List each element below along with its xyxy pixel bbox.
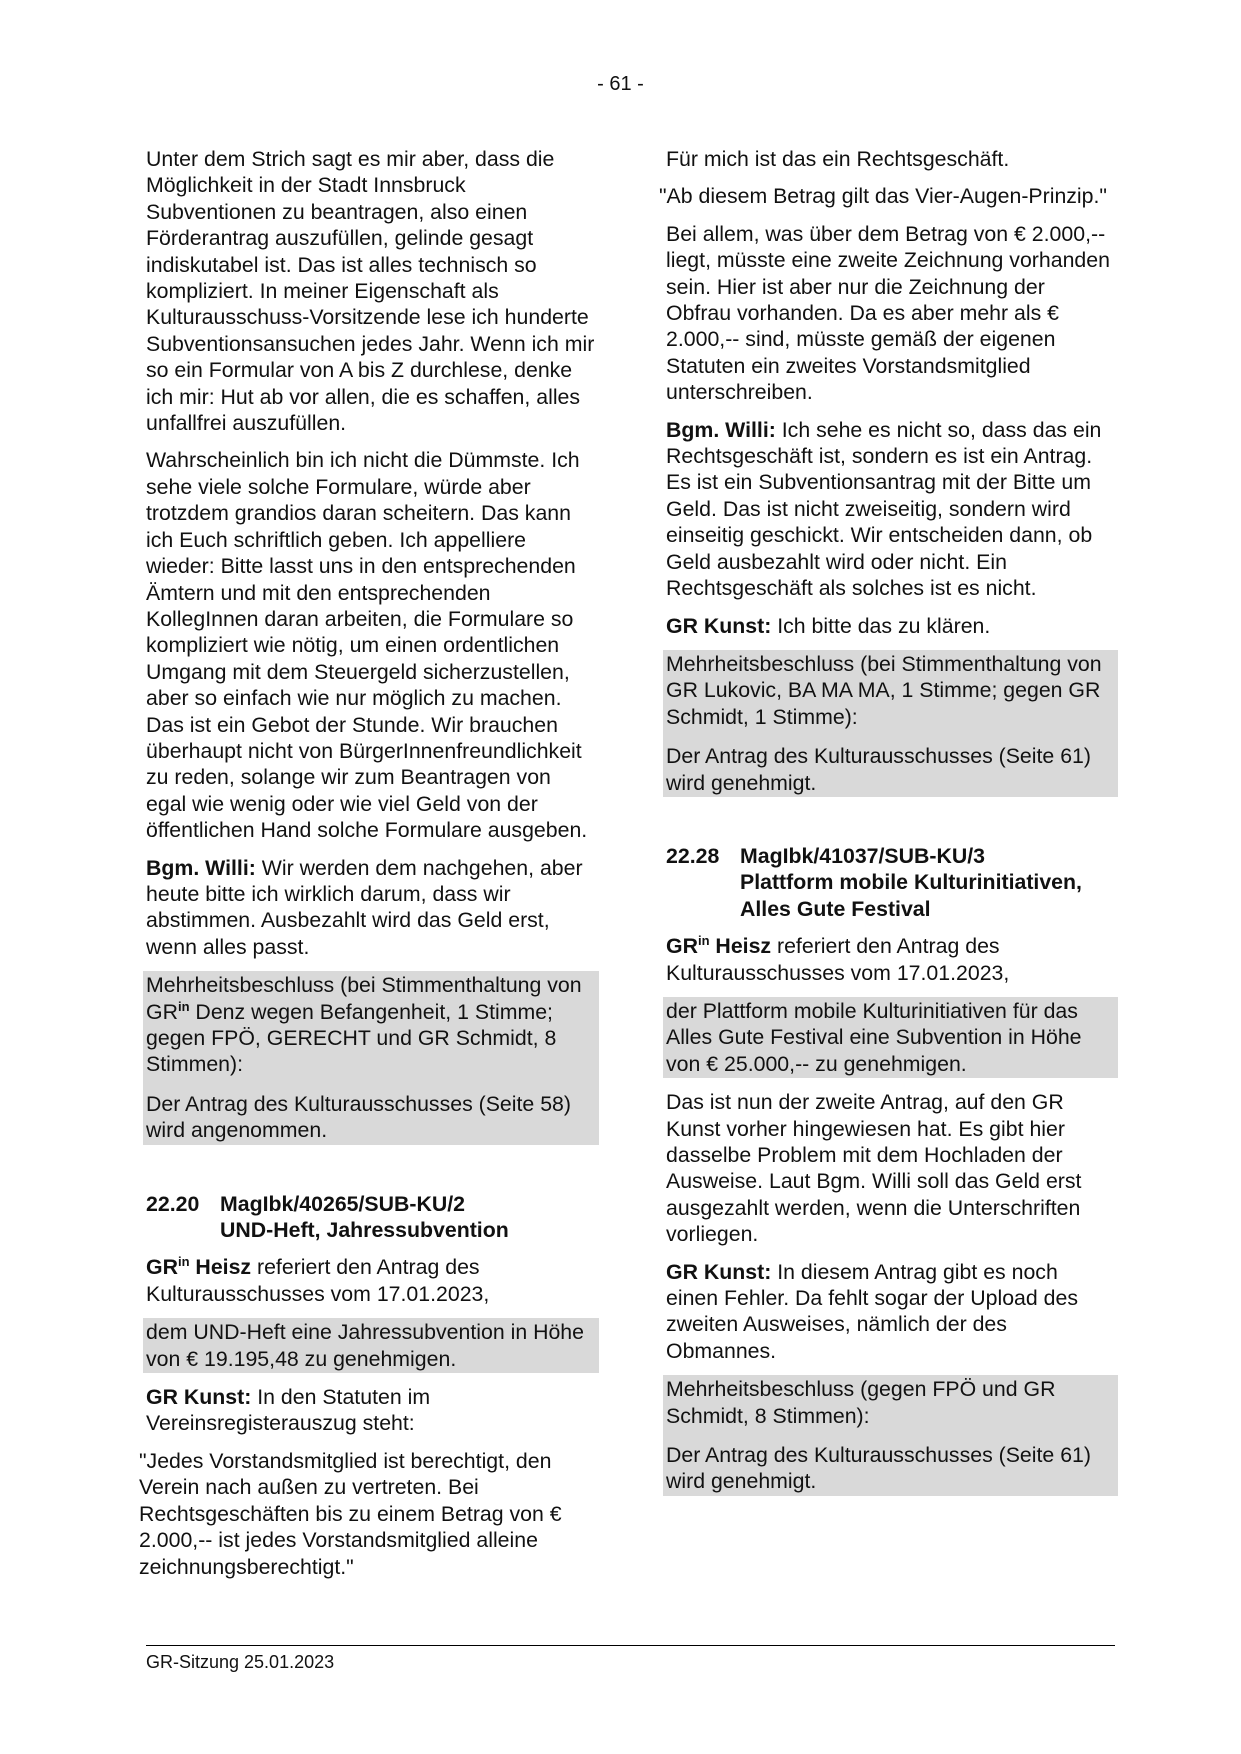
speaker-name: GR Kunst:	[146, 1385, 252, 1410]
section-code: MagIbk/41037/SUB-KU/3	[740, 843, 985, 868]
speech-text: Ich sehe es nicht so, dass das ein Rechtsgeschäft ist, sondern es ist ein Antrag. Es ist ein Subventionsantrag mit der Bitte um Geld. Das ist nicht zweiseitig, sondern wird einseitig geschickt. Wir entscheiden dann, ob Geld ausbezahlt wird oder nicht. Ein Rechtsgeschäft als solches ist es nicht.	[666, 417, 1102, 601]
quote-paragraph: "Ab diesem Betrag gilt das Vier-Augen-Prinzip."	[659, 184, 1107, 209]
paragraph: Das ist nun der zweite Antrag, auf den GR Kunst vorher hingewiesen hat. Es gibt hier dasselbe Problem mit dem Hochladen der Ausweise. Laut Bgm. Willi soll das Geld erst ausgezahlt werden, wenn die Unterschriften vorliegen.	[666, 1090, 1082, 1247]
speaker-name: Bgm. Willi:	[666, 417, 776, 442]
speech-text: Wir werden dem nachgehen, aber heute bitte ich wirklich darum, dass wir abstimmen. Ausbezahlt wird das Geld erst, wenn alles passt.	[146, 855, 583, 959]
paragraph: Für mich ist das ein Rechtsgeschäft.	[666, 147, 1010, 171]
section-number: 22.28	[666, 843, 720, 868]
speech-text: Ich bitte das zu klären.	[771, 613, 991, 638]
speaker-name: GR Kunst:	[666, 1259, 772, 1284]
vote-result: Der Antrag des Kulturausschusses (Seite 61) wird genehmigt.	[666, 1443, 1091, 1494]
speaker-name: Bgm. Willi:	[146, 855, 256, 880]
vote-text: Mehrheitsbeschluss (gegen FPÖ und GR Schmidt, 8 Stimmen):	[666, 1377, 1056, 1428]
speech-paragraph	[666, 613, 1115, 639]
vote-result: Der Antrag des Kulturausschusses (Seite 58) wird angenommen.	[146, 1091, 571, 1143]
referral-paragraph: $GR^{in}$ Heisz referiert den Antrag des Kulturausschusses vom 17.01.2023,	[666, 933, 1010, 985]
right-column	[659, 146, 1115, 1496]
paragraph: Unter dem Strich sagt es mir aber, dass die Möglichkeit in der Stadt Innsbruck Subventionen zu beantragen, also einen Förderantrag auszufüllen, gelinde gesagt indiskutabel ist. Das ist alles technisch so kompliziert. In meiner Eigenschaft als Kulturausschuss-Vorsitzende lese ich hunderte Subventionsansuchen jedes Jahr. Wenn ich mir so ein Formular von A bis Z durchlese, denke ich mir: Hut ab vor allen, die es schaffen, alles unfallfrei auszufüllen.	[146, 147, 595, 436]
page-number: - 61 -	[597, 73, 644, 95]
section-title: UND-Heft, Jahressubvention	[220, 1218, 509, 1243]
speaker-name: GR Kunst:	[666, 613, 772, 638]
vote-result: Der Antrag des Kulturausschusses (Seite 61) wird genehmigt.	[666, 744, 1091, 795]
speech-paragraph	[146, 855, 596, 961]
motion-block	[143, 1318, 599, 1373]
paragraph: Bei allem, was über dem Betrag von € 2.000,-- liegt, müsste eine zweite Zeichnung vorhanden sein. Hier ist aber nur die Zeichnung der Obfrau vorhanden. Da es aber mehr als € 2.000,-- sind, müsste gemäß der eigenen Statuten ein zweites Vorstandsmitglied unterschreiben.	[666, 221, 1110, 405]
quote-paragraph: "Jedes Vorstandsmitglied ist berechtigt, den Verein nach außen zu vertreten. Bei Rechtsgeschäften bis zu einem Betrag von € 2.000,-- ist jedes Vorstandsmitglied alleine zeichnungsberechtigt."	[139, 1448, 562, 1579]
motion-text: der Plattform mobile Kulturinitiativen für das Alles Gute Festival eine Subvention in Höhe von € 25.000,-- zu genehmigen.	[666, 998, 1082, 1076]
section-title: Plattform mobile Kulturinitiativen, Alles Gute Festival	[740, 870, 1082, 921]
vote-text: Mehrheitsbeschluss (bei Stimmenthaltung von $GR^{in}$ Denz wegen Befangenheit, 1 Stimme; gegen FPÖ, GERECHT und GR Schmidt, 8 Stimmen):	[146, 973, 582, 1077]
section-heading	[146, 1191, 596, 1217]
vote-text: Mehrheitsbeschluss (bei Stimmenthaltung von GR Lukovic, BA MA MA, 1 Stimme; gegen GR Schmidt, 1 Stimme):	[666, 651, 1102, 729]
speech-paragraph	[666, 1259, 1115, 1365]
speech-paragraph	[666, 417, 1115, 602]
speech-text: In den Statuten im Vereinsregisterauszug steht:	[146, 1385, 431, 1436]
motion-block	[663, 997, 1118, 1078]
referral-paragraph: $GR^{in}$ Heisz referiert den Antrag des Kulturausschusses vom 17.01.2023,	[146, 1254, 490, 1306]
left-column	[139, 146, 596, 1580]
paragraph: Wahrscheinlich bin ich nicht die Dümmste. Ich sehe viele solche Formulare, würde aber trotzdem grandios daran scheitern. Das kann ich Euch schriftlich geben. Ich appelliere wieder: Bitte lasst uns in den entsprechenden Ämtern und mit den entsprechenden KollegInnen daran arbeiten, die Formulare so kompliziert wie nötig, um einen ordentlichen Umgang mit dem Steuergeld sicherzustellen, aber so einfach wie nur möglich zu machen. Das ist ein Gebot der Stunde. Wir brauchen überhaupt nicht von BürgerInnenfreundlichkeit zu reden, solange wir zum Beantragen von egal wie wenig oder wie viel Geld von der öffentlichen Hand solche Formulare ausgeben.	[146, 448, 588, 843]
vote-block	[663, 650, 1118, 797]
speech-text: In diesem Antrag gibt es noch einen Fehler. Da fehlt sogar der Upload des zweiten Ausweises, nämlich der des Obmannes.	[666, 1259, 1078, 1363]
motion-text: dem UND-Heft eine Jahressubvention in Höhe von € 19.195,48 zu genehmigen.	[146, 1320, 584, 1371]
speech-paragraph	[146, 1384, 596, 1437]
section-number: 22.20	[146, 1191, 200, 1216]
footer-text: GR-Sitzung 25.01.2023	[146, 1652, 335, 1672]
section-code: MagIbk/40265/SUB-KU/2	[220, 1191, 465, 1216]
section-heading	[666, 843, 1115, 869]
footer-divider	[146, 1645, 1115, 1646]
vote-block	[663, 1375, 1118, 1496]
vote-block	[143, 971, 599, 1144]
